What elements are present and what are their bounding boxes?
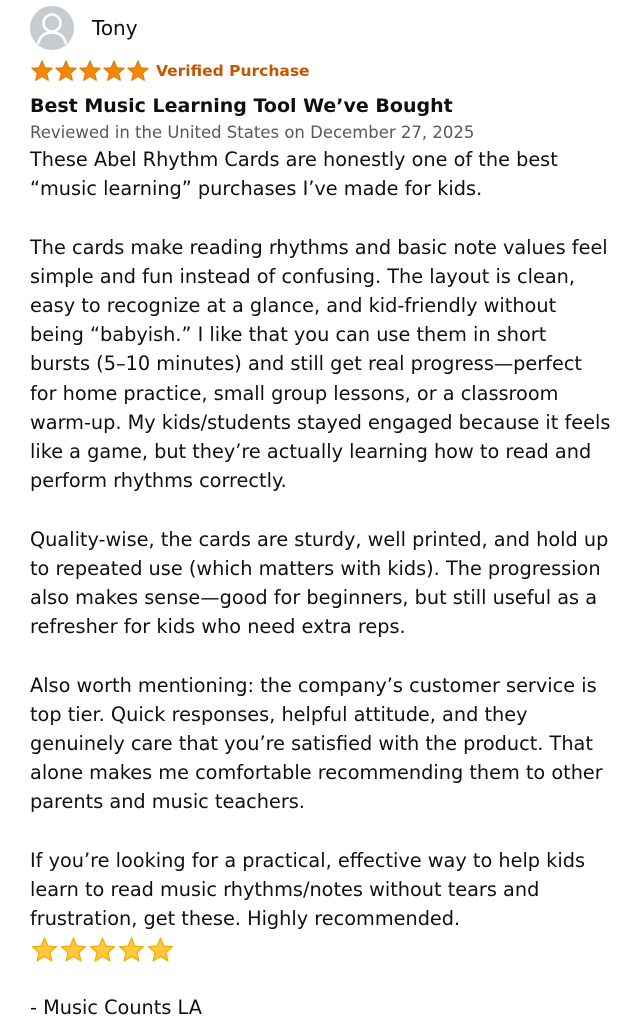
- star-icon: [30, 59, 54, 83]
- reviewer-name[interactable]: Tony: [92, 16, 138, 40]
- review-body: [30, 145, 611, 933]
- review-title[interactable]: Best Music Learning Tool We’ve Bought: [30, 95, 453, 117]
- reviewer-row: [30, 0, 611, 54]
- avatar[interactable]: [30, 6, 74, 50]
- star-emoji-icon: [117, 936, 146, 964]
- star-icon: [78, 59, 102, 83]
- user-silhouette-icon: [30, 6, 74, 50]
- star-emoji-icon: [88, 936, 117, 964]
- review-paragraph: Also worth mentioning: the company’s customer service is top tier. Quick responses, helpful attitude, and they genuinely care that you’re satisfied with the product. That alone makes me comfortable recommending them to other parents and music teachers.: [30, 673, 603, 814]
- star-rating[interactable]: [30, 59, 150, 83]
- star-emoji-icon: [30, 936, 59, 964]
- star-emoji-icon: [59, 936, 88, 964]
- review-paragraph: The cards make reading rhythms and basic note values feel simple and fun instead of confusing. The layout is clean, easy to recognize at a glance, and kid-friendly without being “babyish.” I like that you can use them in short bursts (5–10 minutes) and still get real progress—perfect for home practice, small group lessons, or a classroom warm-up. My kids/students stayed engaged because it feels like a game, but they’re actually learning how to read and perform rhythms correctly.: [30, 235, 611, 493]
- review-paragraph: Quality-wise, the cards are sturdy, well printed, and hold up to repeated use (which matters with kids). The progression also makes sense—good for beginners, but still useful as a refresher for kids who need extra reps.: [30, 527, 609, 639]
- star-icon: [126, 59, 150, 83]
- review-paragraph: If you’re looking for a practical, effective way to help kids learn to read music rhythms/notes without tears and frustration, get these. Highly recommended.: [30, 848, 585, 931]
- star-icon: [102, 59, 126, 83]
- star-icon: [54, 59, 78, 83]
- rating-row: [30, 56, 611, 86]
- verified-purchase-badge: Verified Purchase: [156, 62, 310, 80]
- star-emoji-icon: [146, 936, 175, 964]
- review-paragraph: These Abel Rhythm Cards are honestly one of the best “music learning” purchases I’ve made for kids.: [30, 148, 558, 201]
- review-date: Reviewed in the United States on December 27, 2025: [30, 123, 475, 142]
- review-signature: - Music Counts LA: [30, 996, 202, 1020]
- emoji-star-row: [30, 933, 611, 967]
